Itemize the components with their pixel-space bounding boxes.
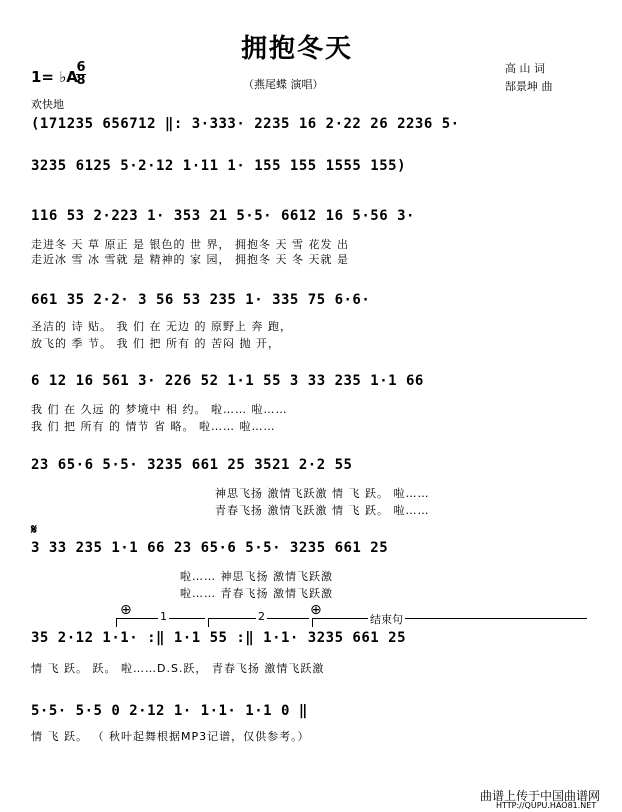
time-sig-top: 6 — [76, 60, 86, 75]
lyrics-row-3-verse-2: 走近冰 雪 冰 雪就 是 精神的 家 园， 拥抱冬 天 冬 天就 是 — [31, 253, 349, 266]
score-row-6: 23 65·6 5·5· 3235 661 25 3521 2·2 55 — [31, 457, 353, 473]
ending-bracket — [312, 618, 587, 627]
score-row-9: 5·5· 5·5 0 2·12 1· 1·1· 1·1 0 ‖ — [31, 703, 308, 719]
key-signature: 1= ♭A — [31, 68, 78, 86]
lyrics-row-5-verse-2: 我 们 把 所有 的 情节 省 略。 啦…… 啦…… — [31, 420, 276, 433]
lyrics-row-5-verse-1: 我 们 在 久远 的 梦境中 相 约。 啦…… 啦…… — [31, 403, 288, 416]
score-row-1: (171235 656712 ‖: 3·333· 2235 16 2·22 26 2236 5· — [31, 116, 460, 132]
volta-1-label: 1 — [160, 610, 167, 623]
coda-sign-2: ⊕ — [310, 602, 322, 618]
tempo-marking: 欢快地 — [31, 98, 64, 111]
lyrics-row-6-verse-2: 青春飞扬 激情飞跃激 情 飞 跃。 啦…… — [215, 504, 430, 517]
score-row-8: 35 2·12 1·1· :‖ 1·1 55 :‖ 1·1· 3235 661 25 — [31, 630, 407, 646]
score-row-2: 3235 6125 5·2·12 1·11 1· 155 155 1555 155) — [31, 158, 407, 174]
footer-site-name: 曲谱上传于中国曲谱网 — [480, 789, 601, 803]
score-row-4: 661 35 2·2· 3 56 53 235 1· 335 75 6·6· — [31, 292, 371, 308]
lyrics-row-6-verse-1: 神思飞扬 激情飞跃激 情 飞 跃。 啦…… — [215, 487, 430, 500]
score-row-7: 3 33 235 1·1 66 23 65·6 5·5· 3235 661 25 — [31, 540, 389, 556]
lyrics-row-7-verse-1: 啦…… 神思飞扬 激情飞跃激 — [180, 570, 333, 583]
ending-label: 结束句 — [370, 613, 403, 626]
page-title: 拥抱冬天 — [241, 34, 354, 64]
score-row-5: 6 12 16 561 3· 226 52 1·1 55 3 33 235 1·1 66 — [31, 373, 424, 389]
lyrics-row-3-verse-1: 走进冬 天 草 原正 是 银色的 世 界， 拥抱冬 天 雪 花发 出 — [31, 238, 349, 251]
lyrics-row-4-verse-1: 圣洁的 诗 贴。 我 们 在 无边 的 原野上 奔 跑， — [31, 320, 292, 333]
lyrics-row-7-verse-2: 啦…… 青春飞扬 激情飞跃激 — [180, 587, 333, 600]
lyrics-row-4-verse-2: 放飞的 季 节。 我 们 把 所有 的 苦闷 抛 开， — [31, 337, 280, 350]
segno-sign: 𝄋 — [31, 522, 38, 538]
lyricist: 高 山 词 — [505, 62, 545, 75]
time-sig-bottom: 8 — [76, 73, 86, 88]
footer-url: HTTP://QUPU.HAO81.NET — [496, 801, 597, 810]
performer: （燕尾蝶 演唱） — [243, 78, 324, 91]
lyrics-row-8: 情 飞 跃。 跃。 啦……D.S.跃， 青春飞扬 激情飞跃激 — [31, 662, 325, 675]
time-signature — [76, 62, 86, 87]
composer: 郜景坤 曲 — [505, 80, 553, 93]
volta-2-label: 2 — [258, 610, 265, 623]
score-row-3: 116 53 2·223 1· 353 21 5·5· 6612 16 5·56 3· — [31, 208, 415, 224]
coda-sign-1: ⊕ — [120, 602, 132, 618]
lyrics-row-9: 情 飞 跃。 （ 秋叶起舞根据MP3记谱，仅供参考。） — [31, 730, 310, 743]
